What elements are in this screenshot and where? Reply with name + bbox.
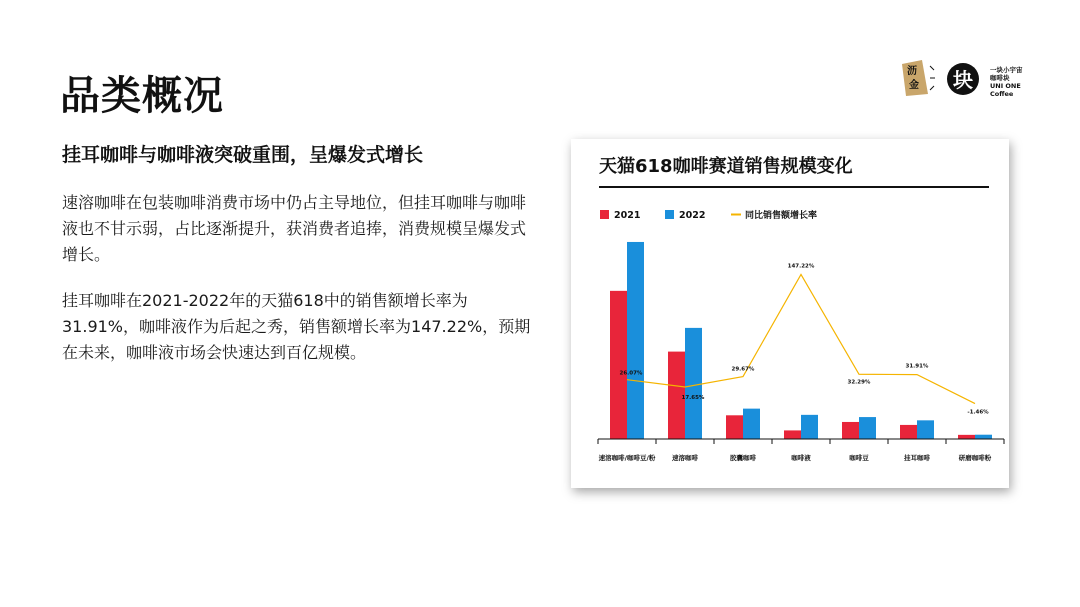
bar-2022-0 [627,242,644,439]
x-tick-label-6: 研磨咖啡粉 [958,454,992,462]
bar-2021-2 [726,415,743,439]
bar-2022-3 [801,415,818,439]
brand-line-4: Coffee [990,90,1014,98]
chart-card [571,139,1009,488]
logo2-glyph: 块 [953,68,973,92]
bar-2021-3 [784,430,801,439]
x-tick-label-3: 咖啡液 [791,454,811,462]
x-tick-label-4: 咖啡豆 [849,454,869,462]
legend-label-growth: 同比销售额增长率 [745,211,818,221]
x-tick-label-5: 挂耳咖啡 [904,454,930,462]
bar-2022-2 [743,409,760,439]
bar-2021-4 [842,422,859,439]
bar-2022-6 [975,435,992,439]
logo1-text-top: 沥 [907,66,917,77]
growth-label-0: 26.07% [619,370,643,377]
logo1-text-bottom: 金 [909,80,919,91]
paragraph-2: 挂耳咖啡在2021-2022年的天猫618中的销售额增长率为31.91%，咖啡液作为后起之秀，销售额增长率为147.22%，预期在未来，咖啡液市场会快速达到百亿规模。 [62,291,531,362]
bar-2021-5 [900,425,917,439]
legend-label-2022: 2022 [679,210,706,221]
legend-swatch-2022 [665,210,674,219]
growth-label-2: 29.67% [731,366,755,373]
growth-label-4: 32.29% [847,379,871,386]
paragraph-1: 速溶咖啡在包装咖啡消费市场中仍占主导地位，但挂耳咖啡与咖啡液也不甘示弱，占比逐渐提升，获消费者追捧，消费规模呈爆发式增长。 [62,193,527,264]
legend-swatch-2021 [600,210,609,219]
brand-line-1: 一块小宇宙 [990,66,1023,74]
sales-chart [571,139,1009,488]
bar-2022-5 [917,420,934,439]
bar-2021-0 [610,291,627,439]
brand-line-2: 咖啡块 [990,74,1010,82]
brand-line-3: UNI ONE [990,82,1021,90]
chart-title: 天猫618咖啡赛道销售规模变化 [599,156,853,177]
x-tick-label-0: 速溶咖啡/咖啡豆/粉 [598,454,656,462]
growth-label-1: 17.65% [681,394,705,401]
x-tick-label-2: 胶囊咖啡 [730,454,756,462]
page-subtitle: 挂耳咖啡与咖啡液突破重围，呈爆发式增长 [62,144,424,166]
bar-2021-6 [958,435,975,439]
page-title: 品类概况 [60,73,224,119]
legend-label-2021: 2021 [614,210,641,221]
bar-2022-1 [685,328,702,439]
growth-label-3: 147.22% [787,263,815,270]
growth-label-5: 31.91% [905,363,929,370]
bar-2022-4 [859,417,876,439]
x-tick-label-1: 速溶咖啡 [672,454,698,462]
growth-label-6: -1.46% [967,409,989,416]
brand-text-block [990,66,1040,98]
